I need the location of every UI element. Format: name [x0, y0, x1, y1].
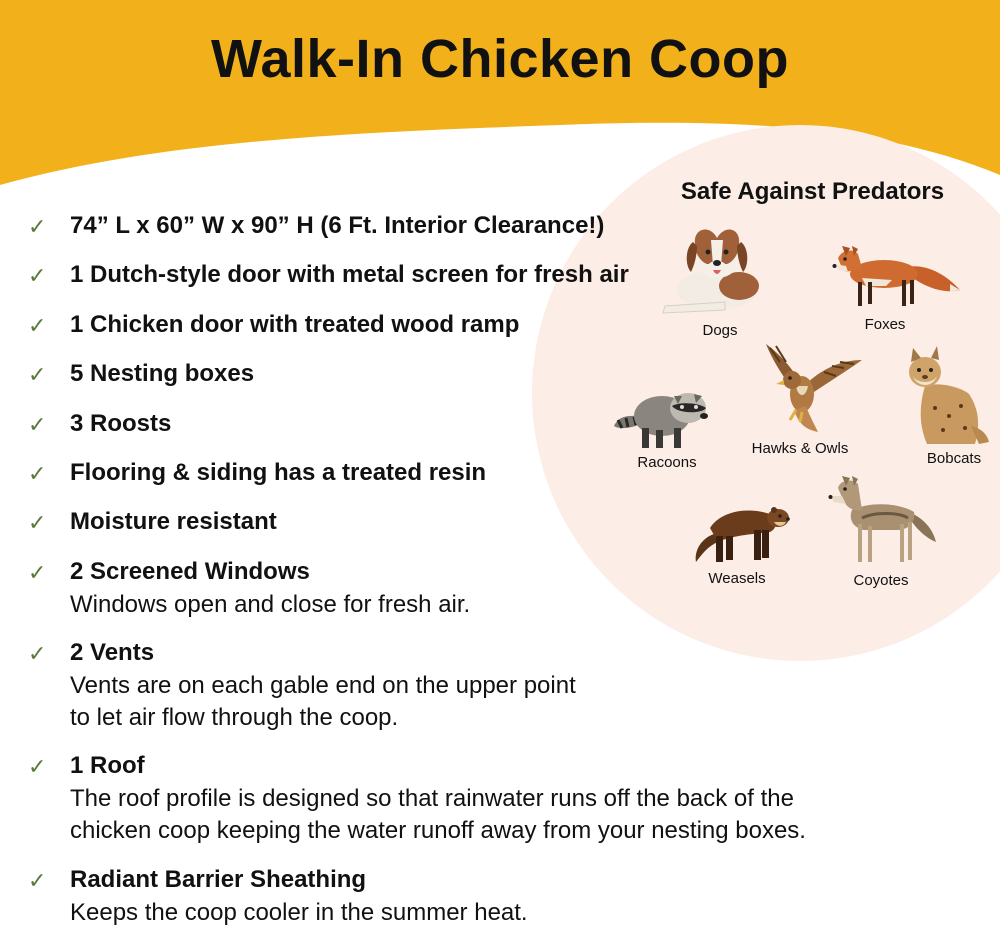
feature-title: 2 Vents [70, 639, 155, 666]
dog-icon [655, 218, 770, 318]
check-icon: ✓ [28, 754, 47, 779]
feature-title: 2 Screened Windows [70, 558, 310, 585]
feature-title: 3 Roosts [70, 410, 172, 437]
predator-label-dogs: Dogs [702, 322, 738, 339]
feature-description [70, 670, 576, 734]
predator-label-coyotes: Coyotes [853, 572, 909, 589]
check-icon: ✓ [28, 510, 47, 535]
check-icon: ✓ [28, 412, 47, 437]
description-line: Vents are on each gable end on the upper point [70, 672, 576, 699]
check-icon: ✓ [28, 461, 47, 486]
description-line: to let air flow through the coop. [70, 704, 399, 731]
raccoon-icon [612, 370, 712, 452]
description-line: Keeps the coop cooler in the summer heat. [70, 899, 528, 926]
predator-label-weasels: Weasels [708, 570, 766, 587]
feature-title: Radiant Barrier Sheathing [70, 866, 367, 893]
description-line: The roof profile is designed so that rainwater runs off the back of the [70, 785, 794, 812]
predator-label-hawks-owls: Hawks & Owls [751, 440, 849, 457]
check-icon: ✓ [28, 214, 47, 239]
hawk-icon [740, 340, 865, 435]
feature-title: 1 Roof [70, 752, 145, 779]
page-title: Walk-In Chicken Coop [210, 29, 790, 89]
feature-title: 5 Nesting boxes [70, 360, 255, 387]
weasel-icon [690, 488, 790, 566]
feature-title: 74” L x 60” W x 90” H (6 Ft. Interior Clearance!) [70, 212, 605, 239]
predators-heading: Safe Against Predators [680, 178, 945, 205]
feature-title: 1 Chicken door with treated wood ramp [70, 311, 520, 338]
check-icon: ✓ [28, 313, 47, 338]
coyote-icon [828, 472, 940, 567]
description-line: Windows open and close for fresh air. [70, 591, 471, 618]
fox-icon [832, 238, 962, 313]
bobcat-icon [905, 346, 993, 446]
feature-description [70, 589, 470, 621]
predator-label-racoons: Racoons [637, 454, 697, 471]
check-icon: ✓ [28, 362, 47, 387]
feature-title: 1 Dutch-style door with metal screen for fresh air [70, 261, 629, 288]
predator-label-foxes: Foxes [864, 316, 906, 333]
feature-title: Moisture resistant [70, 508, 277, 535]
feature-title: Flooring & siding has a treated resin [70, 459, 487, 486]
predator-label-bobcats: Bobcats [926, 450, 982, 467]
check-icon: ✓ [28, 263, 47, 288]
check-icon: ✓ [28, 560, 47, 585]
feature-description [70, 897, 528, 929]
check-icon: ✓ [28, 868, 47, 893]
description-line: chicken coop keeping the water runoff away from your nesting boxes. [70, 817, 806, 844]
check-icon: ✓ [28, 641, 47, 666]
feature-description [70, 783, 806, 847]
